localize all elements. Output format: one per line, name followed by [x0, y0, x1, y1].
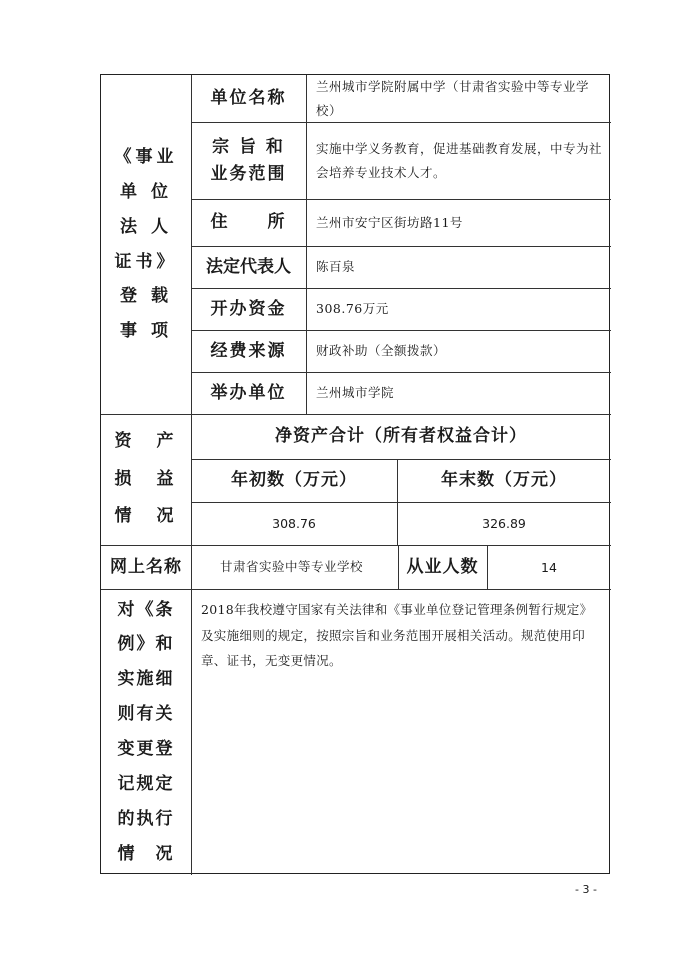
section-label-line: 证书》	[114, 251, 178, 272]
compliance-label-line: 对《条	[117, 599, 175, 620]
staff-count-value	[487, 545, 611, 589]
startup-funds-label-text: 开办资金	[210, 298, 287, 319]
compliance-label-line: 变更登	[117, 739, 175, 759]
funding-source-value	[306, 330, 611, 372]
compliance-label-line: 记规定	[117, 773, 175, 794]
startup-funds-value	[306, 288, 611, 330]
compliance-text-body: 2018年我校遵守国家有关法律和《事业单位登记管理条例暂行规定》及实施细则的规定，按照宗旨和业务范围开展相关活动。规范使用印章、证书，无变更情况。	[201, 602, 593, 669]
net-assets-header	[191, 414, 611, 459]
compliance-label-line: 实施细	[117, 669, 175, 690]
address-label-text: 住 所	[210, 212, 287, 233]
address-label	[191, 199, 306, 246]
staff-count-value-text: 14	[541, 559, 557, 575]
sponsor-unit-label-text: 举办单位	[210, 382, 287, 403]
online-name-label	[101, 545, 191, 589]
staff-count-label-text: 从业人数	[406, 556, 479, 577]
startup-funds-value-text: 308.76万元	[316, 301, 389, 317]
begin-year-label	[191, 459, 397, 502]
legal-representative-value-text: 陈百泉	[316, 259, 356, 275]
section-label-line: 事 项	[120, 321, 172, 342]
section-label-line: 《事业	[114, 146, 178, 167]
section-label-line: 单 位	[120, 181, 172, 202]
end-year-value-text: 326.89	[482, 516, 526, 531]
end-year-label-text: 年末数（万元）	[441, 470, 567, 491]
legal-representative-value	[306, 246, 611, 288]
compliance-section-label	[101, 589, 191, 875]
section-label-line: 法 人	[120, 216, 172, 237]
registration-form	[100, 74, 610, 874]
purpose-scope-value-text: 实施中学义务教育，促进基础教育发展，中专为社会培养专业技术人才。	[316, 140, 603, 180]
online-name-label-text: 网上名称	[110, 556, 182, 577]
legal-representative-label	[191, 246, 306, 288]
sponsor-unit-value-text: 兰州城市学院	[316, 385, 395, 401]
online-name-value	[191, 545, 398, 589]
compliance-label-line: 则有关	[117, 704, 175, 725]
compliance-label-line: 例》和	[117, 634, 175, 655]
purpose-scope-label-line: 宗 旨 和	[212, 137, 285, 158]
compliance-text	[191, 589, 611, 875]
end-year-value	[397, 502, 611, 545]
funding-source-label-text: 经费来源	[210, 340, 287, 361]
assets-label-line: 损 益	[114, 468, 178, 489]
staff-count-label	[398, 545, 487, 589]
registration-section-label	[101, 75, 191, 414]
unit-name-label	[191, 75, 306, 122]
assets-label-line: 资 产	[114, 431, 178, 452]
begin-year-label-text: 年初数（万元）	[231, 470, 357, 491]
assets-label-line: 情 况	[114, 506, 178, 527]
end-year-label	[397, 459, 611, 502]
section-label-line: 登 载	[120, 286, 172, 307]
sponsor-unit-value	[306, 372, 611, 414]
begin-year-value	[191, 502, 397, 545]
purpose-scope-label-line: 业务范围	[210, 163, 287, 184]
funding-source-value-text: 财政补助（全额拨款）	[316, 343, 447, 359]
address-value-text: 兰州市安宁区街坊路11号	[316, 214, 463, 230]
address-value	[306, 199, 611, 246]
unit-name-value	[306, 75, 611, 122]
startup-funds-label	[191, 288, 306, 330]
unit-name-value-text: 兰州城市学院附属中学（甘肃省实验中等专业学校）	[316, 78, 590, 118]
purpose-scope-label	[191, 122, 306, 199]
assets-section-label	[101, 414, 191, 545]
sponsor-unit-label	[191, 372, 306, 414]
compliance-label-line: 情 况	[117, 843, 175, 864]
net-assets-header-text: 净资产合计（所有者权益合计）	[275, 426, 527, 447]
begin-year-value-text: 308.76	[272, 516, 316, 531]
online-name-value-text: 甘肃省实验中等专业学校	[219, 559, 363, 575]
legal-representative-label-text: 法定代表人	[206, 256, 291, 277]
page-number: - 3 -	[575, 883, 597, 896]
compliance-label-line: 的执行	[117, 808, 175, 829]
purpose-scope-value	[306, 122, 611, 199]
unit-name-label-text: 单位名称	[210, 88, 287, 109]
funding-source-label	[191, 330, 306, 372]
